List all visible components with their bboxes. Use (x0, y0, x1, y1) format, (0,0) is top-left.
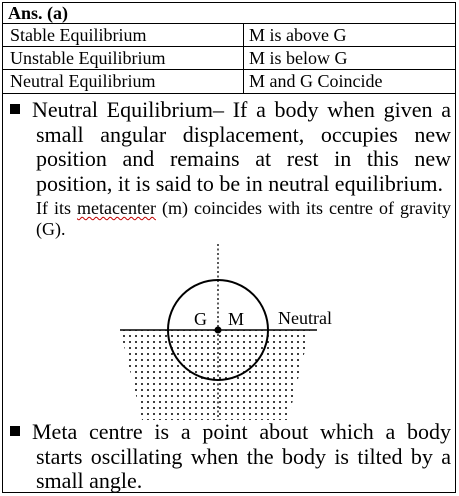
table-cell-condition: M is above G (249, 25, 347, 45)
table-row-divider (2, 46, 456, 47)
label-neutral: Neutral (278, 308, 332, 328)
table-bottom-border (2, 93, 456, 94)
paragraph-text: Meta centre is a point about which a body starts oscillating when the body is tilted by a small angle. (32, 419, 451, 493)
spellcheck-underlined-word: metacenter (77, 198, 156, 218)
water-dotted-region (120, 330, 310, 420)
table-cell-condition: M is below G (249, 48, 348, 68)
metacenter-note (36, 198, 451, 240)
neutral-equilibrium-paragraph (10, 98, 451, 196)
table-cell-type: Stable Equilibrium (10, 25, 147, 45)
g-m-point (215, 327, 222, 334)
square-bullet-icon (10, 426, 20, 436)
answer-label: Ans. (a) (8, 3, 69, 23)
table-top-border (2, 23, 456, 24)
table-cell-type: Unstable Equilibrium (10, 48, 166, 68)
note-text: If its (36, 198, 78, 218)
label-m: M (228, 309, 245, 329)
paragraph-text: Neutral Equilibrium– If a body when given a small angular displacement, occupies new position and remains at rest in this new position, it is said to be in neutral equilibrium. (32, 97, 451, 196)
table-cell-condition: M and G Coincide (249, 71, 383, 91)
table-row-divider (2, 69, 456, 70)
neutral-equilibrium-figure (110, 244, 350, 420)
note-text: (m) coincides with its centre of gravity (G). (36, 198, 451, 239)
table-cell-type: Neutral Equilibrium (10, 71, 156, 91)
table-column-divider (243, 23, 244, 94)
label-g: G (194, 309, 207, 329)
meta-centre-paragraph (10, 420, 451, 494)
square-bullet-icon (10, 104, 20, 114)
